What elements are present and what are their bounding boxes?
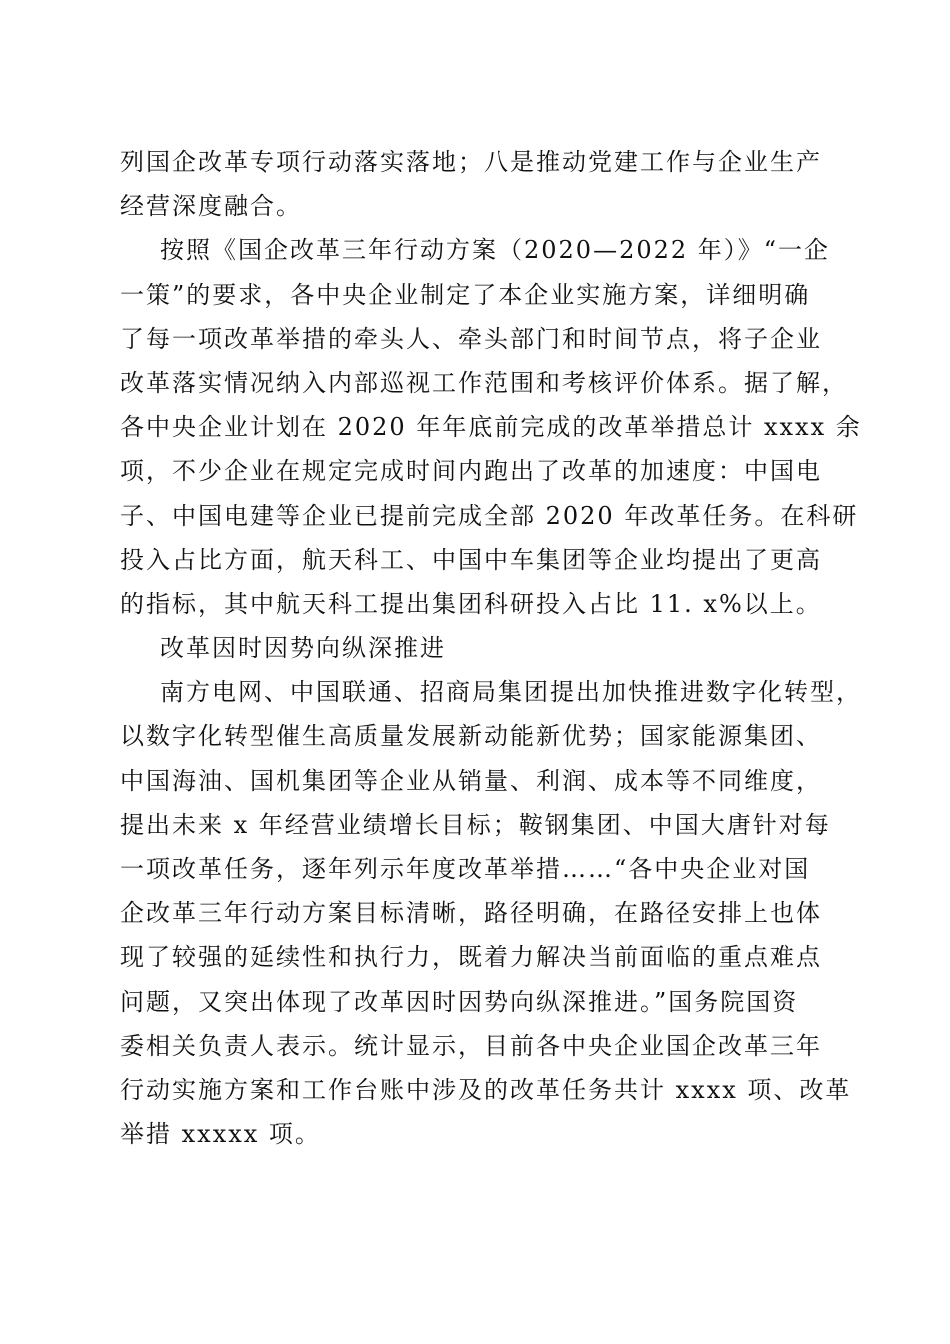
paragraph-continuation — [120, 140, 832, 228]
text-line: 南方电网、中国联通、招商局集团提出加快推进数字化转型， — [160, 678, 862, 707]
text-line: 现了较强的延续性和执行力，既着力解决当前面临的重点难点 — [120, 943, 822, 972]
text-line: 的指标，其中航天科工提出集团科研投入占比 11. x%以上。 — [120, 589, 822, 618]
text-line: 改革落实情况纳入内部巡视工作范围和考核评价体系。据了解， — [120, 368, 848, 397]
text-line: 了每一项改革举措的牵头人、牵头部门和时间节点，将子企业 — [120, 324, 822, 353]
text-line: 经营深度融合。 — [120, 192, 302, 221]
text-line: 一项改革任务，逐年列示年度改革举措……“各中央企业对国 — [120, 855, 811, 883]
text-line: 行动实施方案和工作台账中涉及的改革任务共计 xxxx 项、改革 — [120, 1075, 852, 1104]
document-body — [120, 140, 862, 1156]
text-line: 以数字化转型催生高质量发展新动能新优势；国家能源集团、 — [120, 722, 822, 751]
text-line: 中国海油、国机集团等企业从销量、利润、成本等不同维度， — [120, 766, 822, 795]
text-line: 按照《国企改革三年行动方案（2020—2022 年）》“一企 — [160, 236, 831, 265]
text-line: 问题，又突出体现了改革因时因势向纵深推进。”国务院国资 — [120, 987, 799, 1016]
text-line: 各中央企业计划在 2020 年年底前完成的改革举措总计 xxxx 余 — [120, 413, 862, 442]
section-heading: 改革因时因势向纵深推进 — [160, 634, 446, 663]
text-line: 项，不少企业在规定完成时间内跑出了改革的加速度：中国电 — [120, 457, 822, 486]
text-line: 投入占比方面，航天科工、中国中车集团等企业均提出了更高 — [120, 545, 822, 574]
text-line: 列国企改革专项行动落实落地；八是推动党建工作与企业生产 — [120, 148, 822, 176]
paragraph-action-plan — [120, 228, 862, 626]
text-line: 企改革三年行动方案目标清晰，路径明确，在路径安排上也体 — [120, 899, 822, 928]
paragraph-digital-transformation — [120, 670, 862, 1156]
text-line: 子、中国电建等企业已提前完成全部 2020 年改革任务。在科研 — [120, 501, 859, 530]
text-line: 委相关负责人表示。统计显示，目前各中央企业国企改革三年 — [120, 1031, 822, 1060]
text-line: 一策”的要求，各中央企业制定了本企业实施方案，详细明确 — [120, 280, 811, 309]
text-line: 举措 xxxxx 项。 — [120, 1120, 321, 1149]
text-line: 提出未来 x 年经营业绩增长目标；鞍钢集团、中国大唐针对每 — [120, 810, 831, 839]
